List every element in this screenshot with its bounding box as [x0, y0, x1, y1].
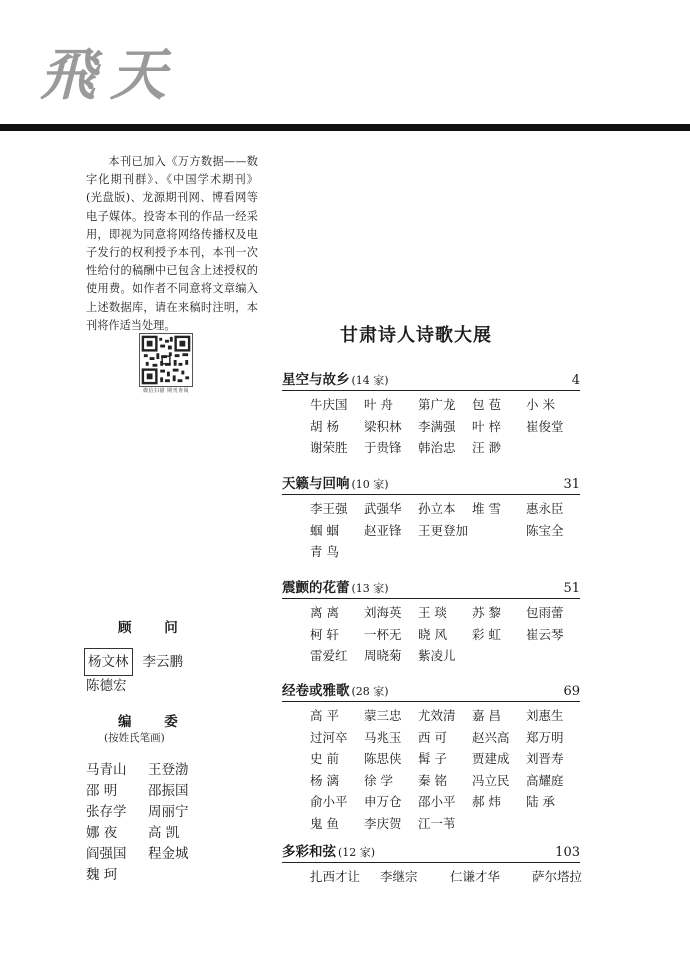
toc-section[interactable] — [282, 576, 580, 667]
author-name: 崔俊堂 — [526, 418, 564, 434]
author-name: 仁谦才华 — [450, 869, 501, 884]
author-name: 申万仓 — [364, 794, 402, 809]
author-name — [472, 645, 526, 667]
advisors-list — [86, 650, 205, 698]
author-name: 李继宗 — [380, 869, 418, 884]
author-name: 陈思侠 — [364, 751, 402, 766]
author-name: 西 可 — [418, 729, 447, 745]
author-name: 梁积林 — [364, 418, 402, 434]
author-name — [472, 520, 526, 542]
author-name — [526, 813, 580, 835]
author-name: 紫凌儿 — [418, 648, 456, 663]
author-name: 陈宝全 — [526, 522, 564, 538]
toc-section[interactable] — [282, 472, 580, 563]
author-name: 胡 杨 — [310, 418, 339, 434]
advisors-heading: 顾 问 — [118, 620, 192, 636]
toc-section-title: 天籁与回响 — [282, 476, 350, 492]
author-name: 赵兴高 — [472, 729, 510, 745]
author-name: 高 平 — [310, 708, 339, 723]
toc-section[interactable] — [282, 840, 583, 888]
toc-section[interactable] — [282, 679, 580, 834]
editor-name: 魏 珂 — [86, 867, 118, 883]
author-name: 马兆玉 — [364, 729, 402, 745]
toc-section-count: (12 家) — [338, 846, 376, 859]
author-name: 惠永臣 — [526, 501, 564, 516]
author-name: 包雨蕾 — [526, 605, 564, 620]
author-name: 晓 风 — [418, 626, 447, 642]
author-name: 柯 轩 — [310, 626, 339, 642]
author-name: 于贵锋 — [364, 440, 402, 455]
toc-section-title: 多彩和弦 — [282, 844, 336, 860]
author-name: 郝 炜 — [472, 794, 501, 809]
author-name — [526, 437, 580, 459]
author-name: 史 前 — [310, 751, 339, 766]
toc-section-header[interactable] — [282, 840, 580, 863]
author-name: 李王强 — [310, 501, 348, 516]
toc-page-number: 103 — [555, 845, 580, 860]
editor-name: 周丽宁 — [148, 804, 189, 820]
author-name: 高耀庭 — [526, 772, 564, 788]
author-name: 青 鸟 — [310, 544, 339, 559]
toc-section-header[interactable] — [282, 576, 580, 599]
author-name: 尤效清 — [418, 708, 456, 723]
author-name — [526, 541, 580, 563]
contents-title: 甘肃诗人诗歌大展 — [340, 325, 492, 346]
editor-name: 邵 明 — [86, 783, 118, 799]
author-name: 谢荣胜 — [310, 440, 348, 455]
toc-author-list — [310, 705, 580, 834]
editor-name: 张存学 — [86, 804, 127, 820]
author-name: 蝈 蝈 — [310, 522, 339, 538]
author-name: 邵小平 — [418, 794, 456, 809]
qr-caption: 微信扫描 期刊查阅 — [142, 388, 190, 394]
toc-author-list — [310, 866, 583, 888]
author-name: 韩治忠 — [418, 440, 456, 455]
logo-text: 飛天 — [40, 42, 180, 108]
editors-note: (按姓氏笔画) — [104, 732, 165, 744]
advisor-name: 杨文林 — [86, 650, 131, 674]
toc-author-list — [310, 498, 580, 563]
author-name: 彩 虹 — [472, 626, 501, 642]
author-name: 第广龙 — [418, 397, 456, 412]
toc-section-count: (13 家) — [351, 582, 389, 595]
editor-name: 邵振国 — [148, 783, 189, 799]
author-name: 嘉 昌 — [472, 708, 501, 723]
editors-heading: 编 委 — [118, 714, 192, 730]
header-rule — [0, 124, 690, 131]
author-name: 王 琰 — [418, 605, 447, 620]
author-name: 王更登加 — [418, 522, 469, 538]
editor-name: 程金城 — [148, 846, 189, 862]
qr-code-icon — [139, 333, 193, 387]
toc-page-number: 4 — [571, 373, 580, 388]
editor-name: 高 凯 — [148, 825, 180, 841]
copyright-notice — [86, 153, 258, 335]
author-name: 鬼 鱼 — [310, 815, 339, 831]
editor-name: 阎强国 — [86, 846, 127, 862]
advisor-name: 陈德宏 — [86, 678, 127, 694]
toc-section-title: 星空与故乡 — [282, 372, 350, 388]
author-name: 包 苞 — [472, 397, 501, 412]
author-name: 汪 渺 — [472, 440, 501, 455]
author-name: 牛庆国 — [310, 397, 348, 412]
author-name: 堆 雪 — [472, 501, 501, 516]
author-name — [472, 541, 526, 563]
toc-section[interactable] — [282, 368, 580, 459]
author-name: 刘惠生 — [526, 708, 564, 723]
author-name: 叶 舟 — [364, 397, 393, 412]
author-name: 蒙三忠 — [364, 708, 402, 723]
toc-section-title: 经卷或雅歌 — [282, 683, 350, 699]
editors-list — [86, 760, 210, 886]
author-name: 陆 承 — [526, 794, 555, 809]
author-name: 俞小平 — [310, 794, 348, 809]
author-name: 郑万明 — [526, 729, 564, 745]
author-name: 过河卒 — [310, 729, 348, 745]
author-name: 秦 铭 — [418, 772, 447, 788]
author-name: 叶 梓 — [472, 418, 501, 434]
author-name: 离 离 — [310, 605, 339, 620]
toc-page-number: 51 — [563, 581, 580, 596]
author-name: 李庆贺 — [364, 815, 402, 831]
author-name: 崔云琴 — [526, 626, 564, 642]
author-name: 小 米 — [526, 397, 555, 412]
author-name: 周晓菊 — [364, 648, 402, 663]
author-name — [472, 813, 526, 835]
author-name: 贾建成 — [472, 751, 510, 766]
author-name: 徐 学 — [364, 772, 393, 788]
toc-section-count: (10 家) — [351, 478, 389, 491]
author-name — [418, 541, 472, 563]
author-name — [364, 541, 418, 563]
author-name: 刘晋寿 — [526, 751, 564, 766]
toc-section-header[interactable] — [282, 679, 580, 702]
masthead-logo — [40, 30, 200, 110]
author-name: 雷爱红 — [310, 648, 348, 663]
author-name: 扎西才让 — [310, 869, 361, 884]
advisor-name: 李云鹏 — [142, 654, 183, 670]
toc-section-title: 震颤的花蕾 — [282, 580, 350, 596]
author-name: 赵亚锋 — [364, 522, 402, 538]
toc-page-number: 69 — [563, 684, 580, 699]
author-name: 李满强 — [418, 418, 456, 434]
toc-section-count: (14 家) — [351, 374, 389, 387]
editor-name: 马青山 — [86, 762, 127, 778]
author-name: 刘海英 — [364, 605, 402, 620]
editor-name: 娜 夜 — [86, 825, 118, 841]
editor-name: 王登渤 — [148, 762, 189, 778]
author-name — [526, 645, 580, 667]
toc-author-list — [310, 602, 580, 667]
author-name: 一杯无 — [364, 626, 402, 642]
toc-section-header[interactable] — [282, 472, 580, 495]
notice-text: 本刊已加入《万方数据——数字化期刊群》、《中国学术期刊》(光盘版)、龙源期刊网、博看网等电子媒体。投寄本刊的作品一经采用，即视为同意将网络传播权及电子发行的权利授予本刊，本刊一次性给付的稿酬中已包含上述授权的使用费。如作者不同意将文章编入上述数据库，请在来稿时注明，本刊将作适当处理。 — [86, 155, 258, 332]
author-name: 杨 漓 — [310, 772, 339, 788]
author-name: 苏 黎 — [472, 605, 501, 620]
author-name: 江一苇 — [418, 815, 456, 831]
author-name: 髯 子 — [418, 751, 447, 766]
toc-page-number: 31 — [563, 477, 580, 492]
author-name: 孙立本 — [418, 501, 456, 516]
toc-section-header[interactable] — [282, 368, 580, 391]
author-name: 冯立民 — [472, 772, 510, 788]
toc-author-list — [310, 394, 580, 459]
author-name: 萨尔塔拉 — [532, 869, 583, 884]
author-name: 武强华 — [364, 501, 402, 516]
toc-section-count: (28 家) — [351, 685, 389, 698]
